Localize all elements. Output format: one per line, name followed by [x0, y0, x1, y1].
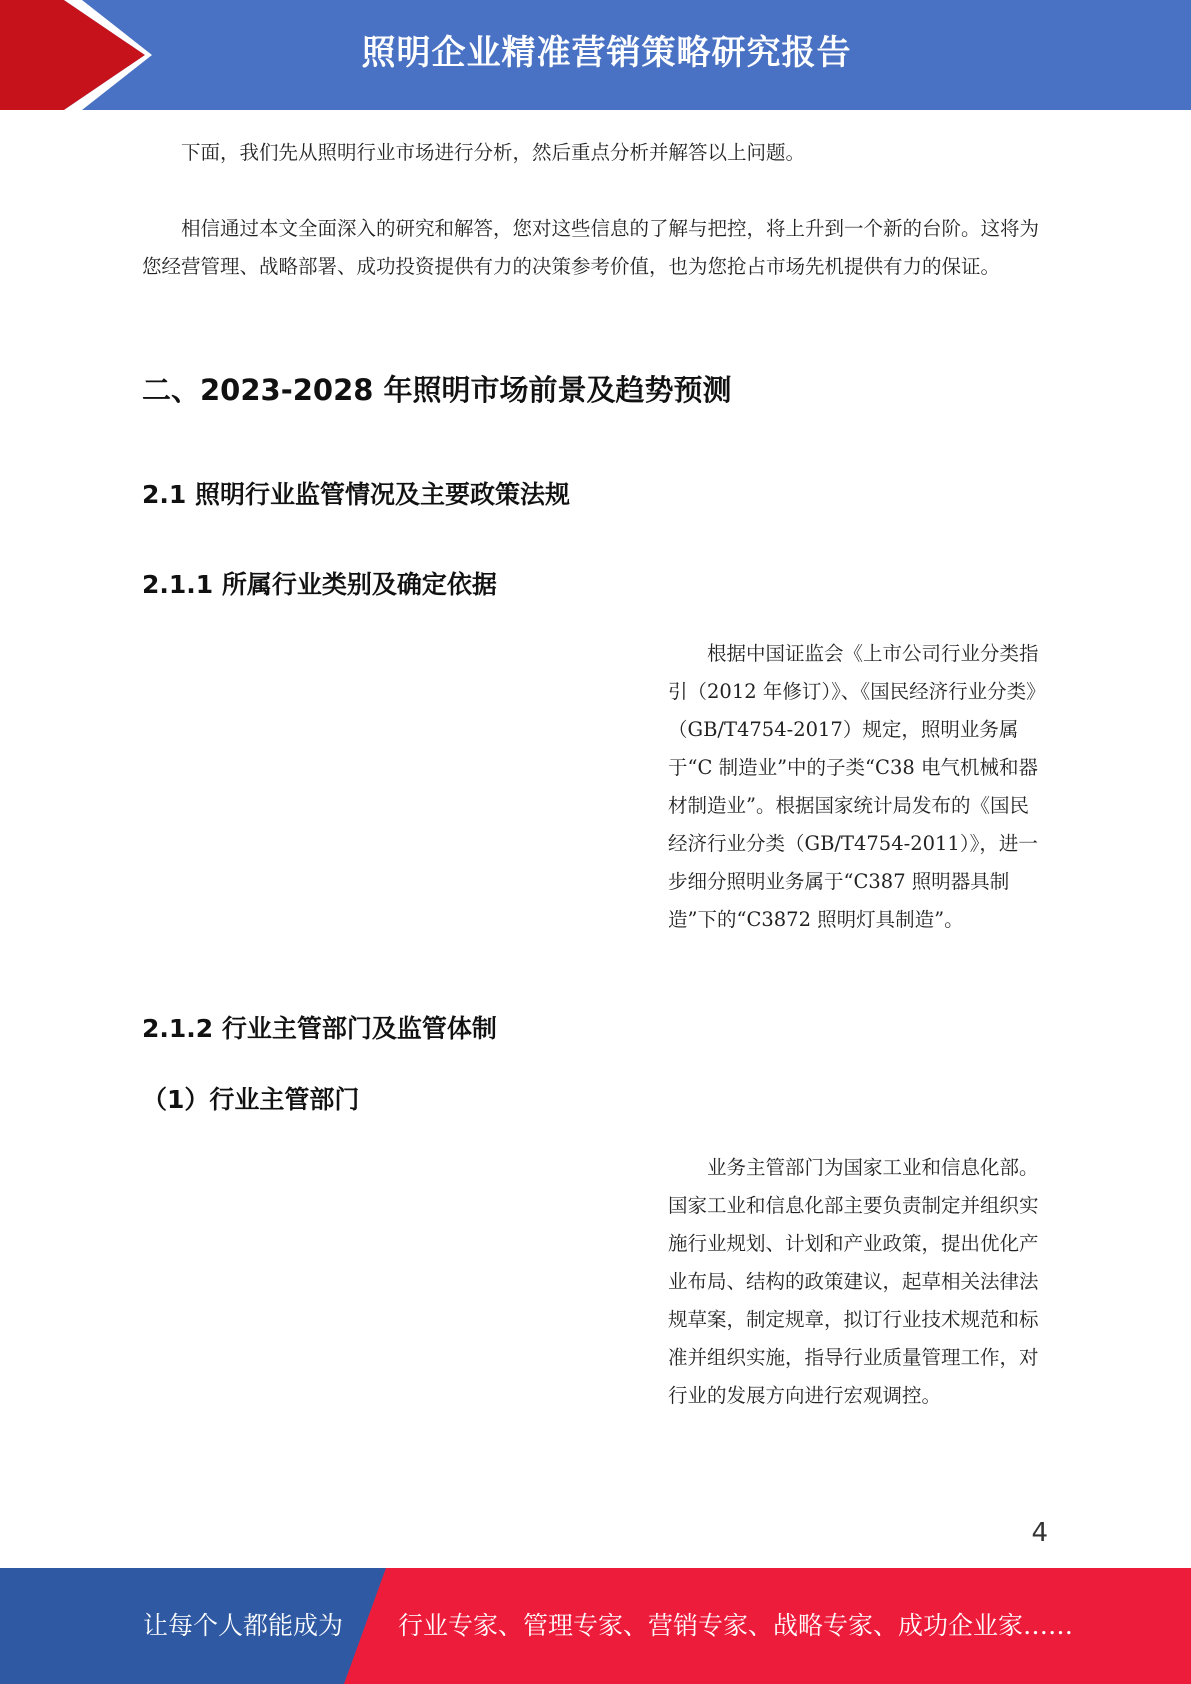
competent-department-text: 业务主管部门为国家工业和信息化部。国家工业和信息化部主要负责制定并组织实施行业规划、计划和产业政策，提出优化产业布局、结构的政策建议，起草相关法律法规草案，制定规章，拟订行业技术规范和标准并组织实施，指导行业质量管理工作，对行业的发展方向进行宏观调控。 [668, 1156, 1039, 1407]
footer-slogan-right: 行业专家、管理专家、营销专家、战略专家、成功企业家…… [398, 1611, 1074, 1640]
section-heading-2-1-1: 2.1.1 所属行业类别及确定依据 [142, 570, 497, 599]
footer-slogan-left: 让每个人都能成为 [143, 1611, 344, 1640]
section-heading-2-1: 2.1 照明行业监管情况及主要政策法规 [142, 480, 570, 509]
subheading-competent-department: （1）行业主管部门 [142, 1085, 360, 1114]
section-heading-2: 二、2023-2028 年照明市场前景及趋势预测 [142, 373, 732, 407]
section-heading-2-1-2: 2.1.2 行业主管部门及监管体制 [142, 1014, 497, 1043]
intro-paragraph: 下面，我们先从照明行业市场进行分析，然后重点分析并解答以上问题。 [181, 141, 806, 164]
page-footer [0, 1568, 1191, 1684]
page-header [0, 0, 1191, 110]
page-number: 4 [1031, 1518, 1048, 1548]
report-title: 照明企业精准营销策略研究报告 [361, 33, 852, 73]
industry-category-text: 根据中国证监会《上市公司行业分类指引（2012 年修订）》、《国民经济行业分类》（GB/T4754-2017）规定，照明业务属于“C 制造业”中的子类“C38 电气机械和器材制造业”。根据国家统计局发布的《国民经济行业分类（GB/T4754-2011）》，进一步细分照明业务属于“C387 照明器具制造”下的“C3872 照明灯具制造”。 [668, 642, 1046, 931]
summary-paragraph: 相信通过本文全面深入的研究和解答，您对这些信息的了解与把控，将上升到一个新的台阶。这将为您经营管理、战略部署、成功投资提供有力的决策参考价值，也为您抢占市场先机提供有力的保证。 [142, 217, 1040, 278]
